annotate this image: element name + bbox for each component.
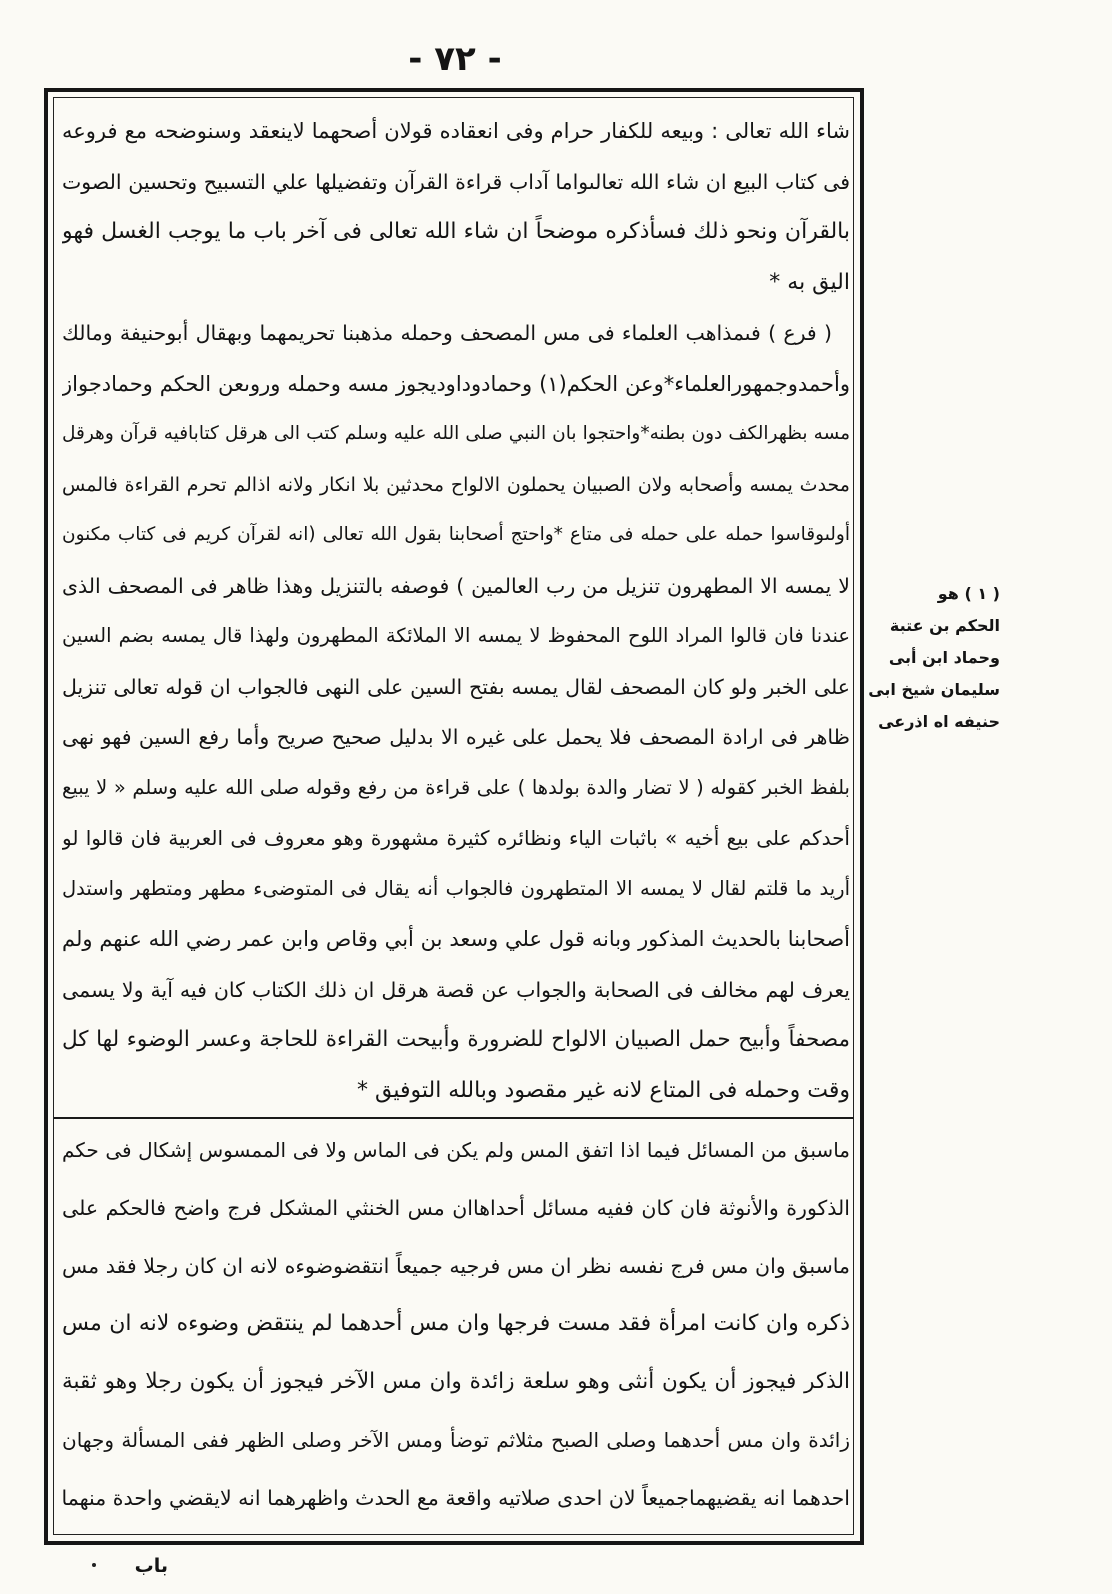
margin-note-line: ( ١ ) هو: [937, 584, 1000, 603]
main-text-line: وأحمدوجمهورالعلماء*وعن الحكم(١) وحمادوداوديجوز مسه وحمله وروىعن الحكم وحمادجواز: [62, 371, 850, 396]
margin-note-line: سليمان شيخ ابى: [868, 680, 1000, 699]
commentary-line: الذكورة والأنوثة فان كان ففيه مسائل أحداهاان مس الخنثي المشكل فرج واضح فالحكم على: [62, 1196, 850, 1220]
main-text-line: عندنا فان قالوا المراد اللوح المحفوظ لا يمسه الا الملائكة المطهرون ولهذا قال يمسه بضم السين: [62, 624, 850, 647]
main-text-line: مصحفاً وأبيح حمل الصبيان الالواح للضرورة وأبيحت القراءة للحاجة وعسر الوضوء لها كل: [62, 1027, 850, 1052]
section-divider: [54, 1117, 854, 1119]
margin-note: [866, 578, 1000, 738]
commentary-line: ماسبق وان مس فرج نفسه نظر ان مس فرجيه جميعاً انتقضوضوءه لانه ان كان رجلا فقد مس: [62, 1254, 850, 1278]
main-text-line: وقت وحمله فى المتاع لانه غير مقصود وبالله التوفيق *: [356, 1077, 850, 1103]
commentary-line: الذكر فيجوز أن يكون أنثى وهو سلعة زائدة وان مس الآخر فيجوز أن يكون رجلا وهو ثقبة: [62, 1369, 850, 1394]
main-text-line: محدث يمسه وأصحابه ولان الصبيان يحملون الالواح محدثين بلا انكار ولانه اذالم تحرم القراءة فالمس: [62, 473, 850, 496]
main-text-line: يعرف لهم مخالف فى الصحابة والجواب عن قصة هرقل ان ذلك الكتاب كان فيه آية ولا يسمى: [62, 977, 850, 1002]
main-text-line: بلفظ الخبر كقوله ( لا تضار والدة بولدها ) على قراءة من رفع وقوله صلى الله عليه وسلم « لا يبيع: [62, 775, 850, 799]
margin-note-line: حنيفه اه اذرعى: [878, 712, 1000, 731]
commentary-text: [62, 1121, 850, 1527]
main-text-line: أصحابنا بالحديث المذكور وبانه قول علي وسعد بن أبي وقاص وابن عمر رضي الله عنهم ولم: [62, 927, 850, 951]
catchword: باب: [134, 1555, 168, 1577]
main-text-line: فى كتاب البيع ان شاء الله تعالىواما آداب قراءة القرآن وتفضيلها علي التسبيح وتحسين الصوت: [62, 169, 850, 194]
main-text-line: لا يمسه الا المطهرون تنزيل من رب العالمين ) فوصفه بالتنزيل وهذا ظاهر فى المصحف الذى: [62, 573, 850, 598]
main-text-line: ظاهر فى ارادة المصحف فلا يحمل على غيره الا بدليل صحيح صريح وأما رفع السين فهو نهى: [62, 725, 850, 749]
margin-note-line: وحماد ابن أبى: [888, 648, 1000, 667]
commentary-line: ماسبق من المسائل فيما اذا اتفق المس ولم يكن فى الماس ولا فى الممسوس إشكال فى حكم: [62, 1138, 850, 1162]
main-text-line: ( فرع ) فىمذاهب العلماء فى مس المصحف وحمله مذهبنا تحريمهما وبهقال أبوحنيفة ومالك: [62, 321, 832, 345]
page-number: - ٧٢ -: [408, 39, 502, 79]
main-text-line: أولىوقاسوا حمله على حمله فى متاع *واحتج أصحابنا بقول الله تعالى (انه لقرآن كريم فى كتاب مكنون: [62, 524, 850, 545]
main-text-line: بالقرآن ونحو ذلك فسأذكره موضحاً ان شاء الله تعالى فى آخر باب ما يوجب الغسل فهو: [62, 219, 850, 244]
main-text-line: على الخبر ولو كان المصحف لقال يمسه بفتح السين على النهى فالجواب ان قوله تعالى تنزيل: [62, 674, 850, 699]
main-text-line: مسه بظهرالكف دون بطنه*واحتجوا بان النبي صلى الله عليه وسلم كتب الى هرقل كتابافيه قرآن وهرقل: [62, 423, 850, 444]
main-text-line: شاء الله تعالى : وبيعه للكفار حرام وفى انعقاده قولان أصحهما لاينعقد وسنوضحه مع فروعه: [62, 119, 850, 143]
margin-note-line: الحكم بن عتبة: [889, 616, 1000, 635]
commentary-line: احدهما انه يقضيهماجميعاً لان احدى صلاتيه واقعة مع الحدث واظهرهما انه لايقضي واحدة منهما: [62, 1486, 850, 1510]
main-text-line: أريد ما قلتم لقال لا يمسه الا المتطهرون فالجواب أنه يقال فى المتوضىء مطهر ومتطهر واستدل: [62, 876, 850, 900]
main-text-line: اليق به *: [769, 269, 850, 295]
main-text-line: أحدكم على بيع أخيه » باثبات الياء ونظائره كثيرة مشهورة وهو معروف فى العربية فان قالوا لو: [62, 826, 850, 850]
main-text: [62, 106, 850, 1116]
commentary-line: ذكره وان كانت امرأة فقد مست فرجها وان مس أحدهما لم ينتقض وضوءه لانه ان مس: [62, 1311, 850, 1336]
catchword-dot: [92, 1563, 96, 1567]
commentary-line: زائدة وان مس أحدهما وصلى الصبح مثلاثم توضأ ومس الآخر وصلى الظهر ففى المسألة وجهان: [62, 1428, 850, 1452]
